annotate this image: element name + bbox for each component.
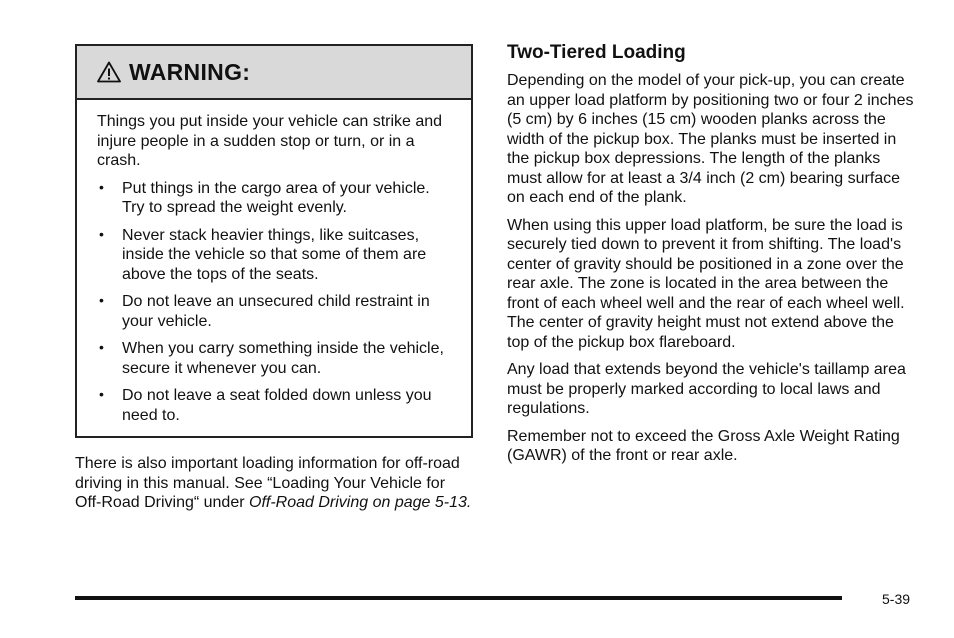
warning-box — [75, 44, 473, 438]
warning-bullet: • Do not leave a seat folded down unless you need to. — [97, 386, 453, 425]
section-heading: Two-Tiered Loading — [507, 42, 686, 63]
body-paragraph: When using this upper load platform, be sure the load is securely tied down to prevent it from shifting. The load's center of gravity should be positioned in a zone over the rear axle. The zone is located in the area between the front of each wheel well and the rear of each wheel well. The center of gravity height must not extend above the top of the pickup box flareboard. — [507, 216, 905, 351]
offroad-info-text: There is also important loading information for off-road driving in this manual. See “Loading Your Vehicle for Off-Road Driving“ under — [75, 455, 460, 511]
warning-body — [77, 100, 471, 425]
warning-bullet-list — [97, 179, 453, 426]
warning-bullet: • When you carry something inside the vehicle, secure it whenever you can. — [97, 339, 453, 378]
two-tiered-loading-section — [507, 42, 917, 474]
warning-triangle-icon — [97, 61, 121, 83]
offroad-page-reference: Off-Road Driving on page 5-13. — [249, 494, 472, 511]
warning-title: WARNING: — [129, 58, 251, 85]
warning-bullet: • Never stack heavier things, like suitcases, inside the vehicle so that some of them are above the tops of the seats. — [97, 226, 453, 285]
offroad-info-paragraph — [75, 454, 475, 513]
warning-bullet: • Do not leave an unsecured child restraint in your vehicle. — [97, 292, 453, 331]
body-paragraph: Depending on the model of your pick-up, you can create an upper load platform by positioning two or four 2 inches (5 cm) by 6 inches (15 cm) wooden planks across the width of the pickup box. The planks must be inserted in the pickup box depressions. The length of the planks must allow for at least a 3/4 inch (2 cm) bearing surface on each end of the plank. — [507, 72, 914, 206]
warning-intro: Things you put inside your vehicle can strike and injure people in a sudden stop or turn, or in a crash. — [97, 113, 443, 169]
warning-header — [77, 46, 471, 100]
body-paragraph: Remember not to exceed the Gross Axle Weight Rating (GAWR) of the front or rear axle. — [507, 427, 900, 464]
page-number: 5-39 — [882, 591, 911, 607]
footer-rule — [75, 596, 842, 600]
warning-bullet: • Put things in the cargo area of your vehicle. Try to spread the weight evenly. — [97, 179, 453, 218]
body-paragraph: Any load that extends beyond the vehicle's taillamp area must be properly marked according to local laws and regulations. — [507, 361, 906, 417]
